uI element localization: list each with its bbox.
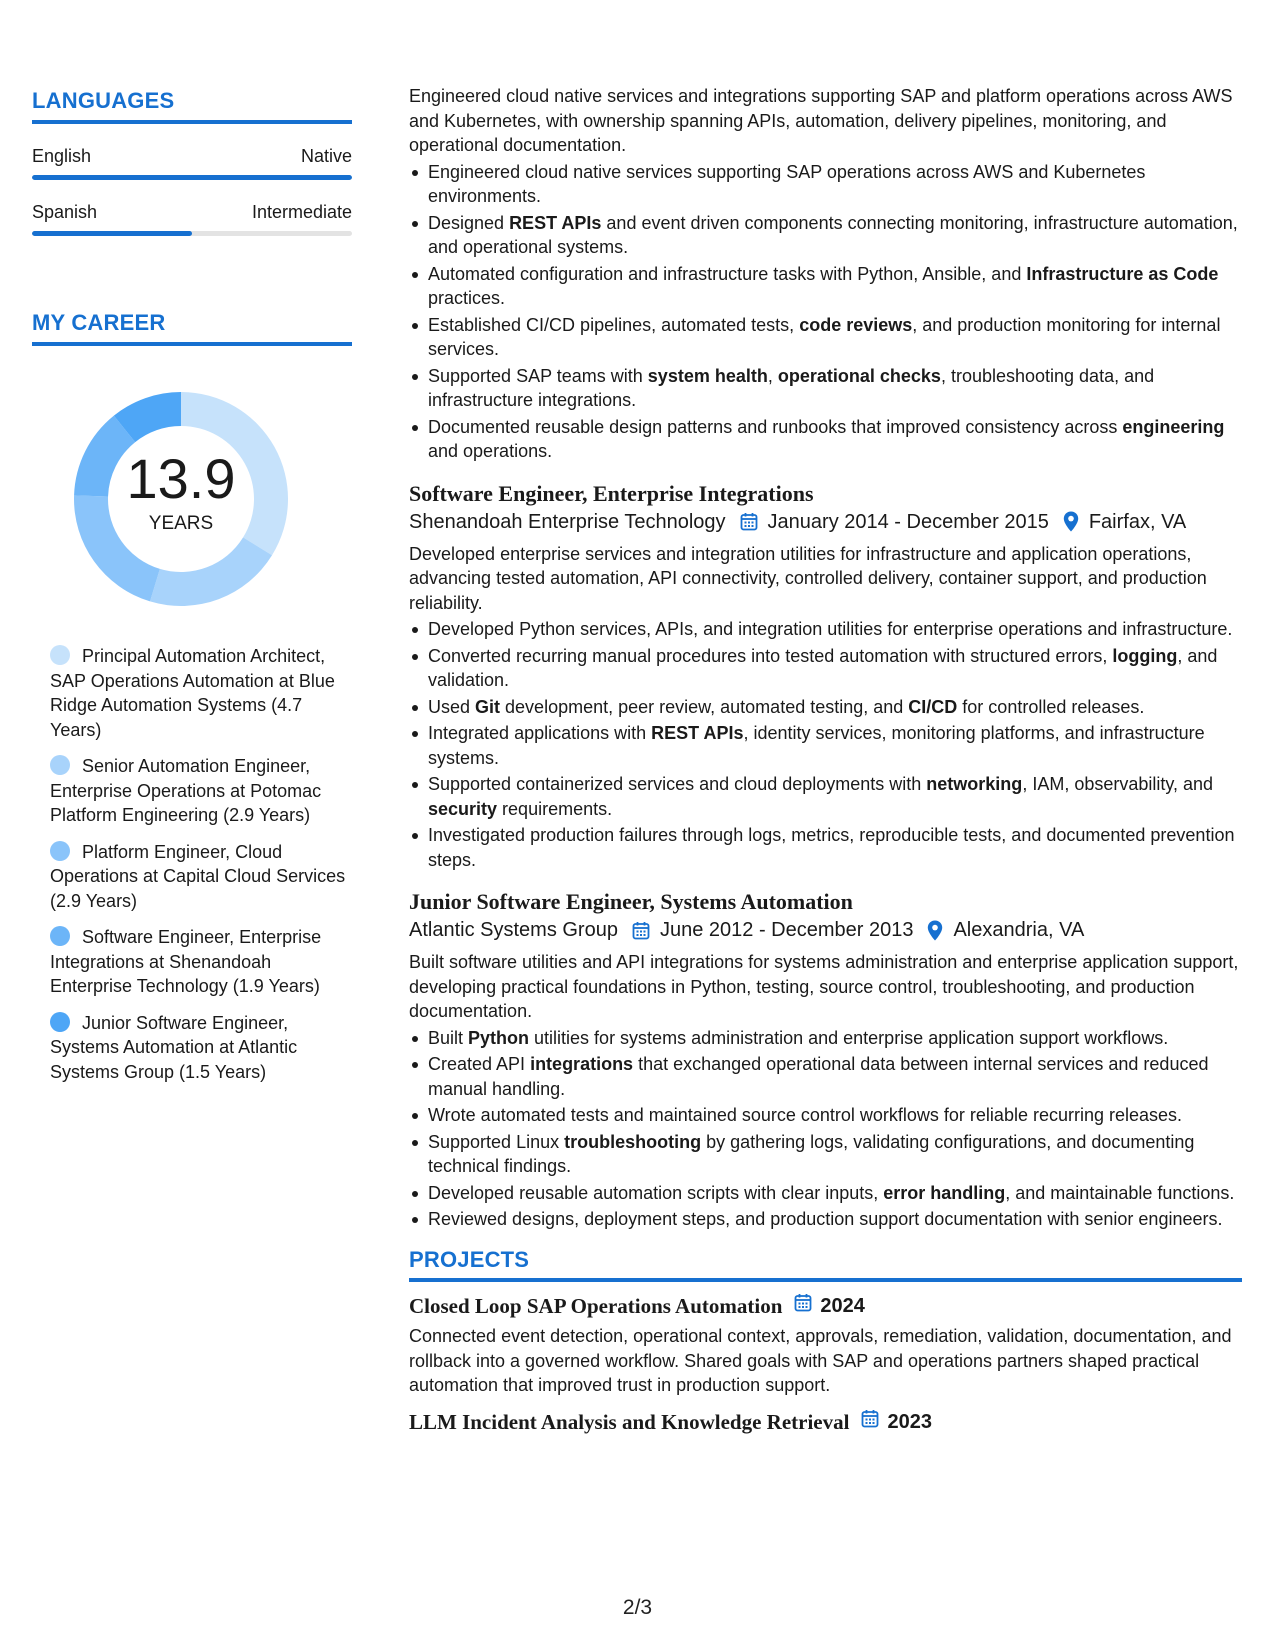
job-location: Fairfax, VA — [1088, 510, 1187, 533]
bullet-keyword: code reviews — [799, 314, 913, 335]
donut-center — [66, 384, 296, 614]
calendar-icon — [861, 1408, 879, 1436]
bullet-text: Developed reusable automation scripts with clear inputs, — [428, 1182, 884, 1203]
bullet-text: Established CI/CD pipelines, automated tests, — [428, 314, 800, 335]
job-list — [409, 480, 1242, 1232]
job-company: Shenandoah Enterprise Technology — [409, 510, 726, 533]
language-name: English — [32, 146, 92, 166]
bullet-text: Integrated applications with — [428, 723, 652, 743]
bullet-item — [409, 211, 1242, 260]
career-legend — [32, 644, 352, 1084]
project-entry — [409, 1408, 1242, 1436]
page-number: 2/3 — [622, 1596, 653, 1619]
job-company: Atlantic Systems Group — [409, 919, 618, 941]
language-item — [32, 202, 352, 236]
bullet-keyword: Git — [475, 696, 501, 717]
job-bullet-list — [409, 1026, 1242, 1232]
bullet-item — [409, 364, 1242, 413]
bullet-text: , — [767, 365, 778, 386]
language-list — [32, 146, 352, 236]
languages-heading: LANGUAGES — [32, 88, 352, 124]
career-role-label: Software Engineer, Enterprise Integrations at Shenandoah Enterprise Technology (1.9 Years) — [50, 927, 322, 996]
job-title: Software Engineer, Enterprise Integrations — [409, 480, 814, 506]
bullet-text: Supported containerized services and cloud deployments with — [428, 774, 927, 794]
total-years-unit: YEARS — [148, 513, 214, 534]
bullet-text: practices. — [428, 288, 506, 308]
bullet-item — [409, 772, 1242, 821]
bullet-item — [409, 617, 1242, 642]
bullet-keyword: engineering — [1122, 416, 1225, 437]
language-item — [32, 146, 352, 180]
bullet-item — [409, 1181, 1242, 1206]
bullet-text: Used — [428, 696, 476, 717]
bullet-text: Built — [428, 1027, 469, 1048]
calendar-icon — [794, 1292, 812, 1320]
legend-color-dot — [50, 841, 70, 861]
bullet-item — [409, 313, 1242, 362]
map-pin-icon — [927, 920, 943, 941]
bullet-item — [409, 1103, 1242, 1128]
career-legend-item — [50, 1011, 352, 1085]
career-legend-item — [50, 754, 352, 828]
language-bar — [32, 231, 352, 236]
sidebar — [32, 88, 352, 1096]
career-legend-item — [50, 840, 352, 914]
bullet-item — [409, 823, 1242, 872]
bullet-keyword: Infrastructure as Code — [1026, 263, 1219, 284]
legend-color-dot — [50, 645, 70, 665]
bullet-item — [409, 644, 1242, 693]
bullet-keyword: CI/CD — [908, 696, 958, 717]
career-role-label: Platform Engineer, Cloud Operations at Capital Cloud Services (2.9 Years) — [50, 841, 346, 911]
bullet-text: Supported SAP teams with — [428, 365, 648, 386]
calendar-icon — [632, 921, 650, 940]
bullet-item — [409, 721, 1242, 770]
career-legend-item — [50, 925, 352, 999]
bullet-text: Automated configuration and infrastructure tasks with Python, Ansible, and — [428, 263, 1027, 284]
career-role-label: Senior Automation Engineer, Enterprise Operations at Potomac Platform Engineering (2.9 Years) — [50, 756, 322, 825]
bullet-text: for controlled releases. — [957, 696, 1145, 717]
language-level: Intermediate — [251, 202, 352, 222]
intro-bullet-list — [409, 160, 1242, 464]
project-title: Closed Loop SAP Operations Automation — [409, 1294, 783, 1318]
bullet-text: Created API — [428, 1054, 531, 1074]
bullet-text: that exchanged operational data between internal services and reduced manual handling. — [428, 1054, 1209, 1099]
job-entry — [409, 888, 1242, 1232]
career-legend-item — [50, 644, 352, 742]
bullet-keyword: integrations — [530, 1054, 634, 1074]
bullet-text: by gathering logs, validating configurations, and documenting technical findings. — [428, 1131, 1195, 1176]
language-row — [32, 146, 352, 167]
project-list — [409, 1292, 1242, 1436]
bullet-text: development, peer review, automated testing, and — [500, 696, 909, 717]
bullet-keyword: networking — [926, 774, 1023, 794]
map-pin-icon — [1063, 511, 1079, 532]
career-section — [32, 310, 352, 1084]
bullet-item — [409, 1026, 1242, 1051]
bullet-item — [409, 695, 1242, 720]
bullet-text: Documented reusable design patterns and runbooks that improved consistency across — [428, 416, 1123, 437]
main-content — [409, 84, 1242, 1436]
bullet-text: utilities for systems administration and enterprise application support workflows. — [529, 1027, 1169, 1048]
bullet-text: and event driven components connecting monitoring, infrastructure automation, and operational systems. — [428, 212, 1238, 257]
bullet-keyword: REST APIs — [651, 723, 744, 743]
job-dates: January 2014 - December 2015 — [767, 510, 1049, 533]
calendar-icon — [740, 512, 758, 531]
project-entry — [409, 1292, 1242, 1398]
bullet-keyword: REST APIs — [509, 212, 602, 233]
bullet-keyword: security — [428, 798, 498, 819]
project-year: 2023 — [887, 1410, 932, 1433]
job-title: Junior Software Engineer, Systems Automation — [409, 889, 853, 914]
language-bar — [32, 175, 352, 180]
bullet-item — [409, 160, 1242, 209]
bullet-text: Developed Python services, APIs, and integration utilities for enterprise operations and infrastructure. — [428, 619, 1233, 639]
bullet-item — [409, 1130, 1242, 1179]
bullet-text: Designed — [428, 212, 510, 233]
job-dates: June 2012 - December 2013 — [659, 919, 914, 941]
language-level: Native — [300, 146, 352, 166]
bullet-text: , and validation. — [428, 645, 1218, 690]
job-summary: Developed enterprise services and integration utilities for infrastructure and application operations, advancing tested automation, API connectivity, controlled delivery, container support, and production reliability. — [409, 543, 1207, 613]
legend-color-dot — [50, 755, 70, 775]
job-summary: Built software utilities and API integrations for systems administration and enterprise application support, developing practical foundations in Python, testing, source control, troubleshooting, and production documentation. — [409, 952, 1239, 1021]
bullet-text: Reviewed designs, deployment steps, and production support documentation with senior engineers. — [428, 1209, 1223, 1229]
bullet-text: , troubleshooting data, and infrastructure integrations. — [428, 365, 1155, 410]
intro-summary: Engineered cloud native services and integrations supporting SAP and platform operations across AWS and Kubernetes, with ownership spanning APIs, automation, delivery pipelines, monitoring, and operational documentation. — [409, 86, 1233, 155]
bullet-text: Supported Linux — [428, 1131, 565, 1152]
bullet-keyword: operational checks — [777, 365, 941, 386]
career-donut-chart — [66, 384, 296, 614]
bullet-keyword: troubleshooting — [564, 1131, 702, 1152]
legend-color-dot — [50, 1012, 70, 1032]
language-row — [32, 202, 352, 223]
job-location: Alexandria, VA — [953, 919, 1085, 941]
job-meta — [409, 508, 1242, 536]
bullet-text: , and production monitoring for internal services. — [428, 314, 1221, 359]
project-description: Connected event detection, operational context, approvals, remediation, validation, documentation, and rollback into a governed workflow. Shared goals with SAP and operations partners shaped practical automation that improved trust in production support. — [409, 1326, 1232, 1395]
bullet-text: , identity services, monitoring platforms, and infrastructure systems. — [428, 723, 1205, 768]
bullet-text: requirements. — [497, 798, 613, 819]
bullet-item — [409, 262, 1242, 311]
bullet-text: Engineered cloud native services supporting SAP operations across AWS and Kubernetes environments. — [428, 161, 1146, 206]
project-title: LLM Incident Analysis and Knowledge Retrieval — [409, 1409, 850, 1434]
career-role-label: Principal Automation Architect, SAP Operations Automation at Blue Ridge Automation Systems (4.7 Years) — [50, 646, 335, 740]
bullet-item — [409, 415, 1242, 464]
bullet-keyword: logging — [1112, 645, 1178, 666]
bullet-text: Investigated production failures through logs, metrics, reproducible tests, and documented prevention steps. — [428, 825, 1235, 870]
job-entry — [409, 480, 1242, 873]
legend-color-dot — [50, 926, 70, 946]
bullet-item — [409, 1207, 1242, 1232]
bullet-item — [409, 1052, 1242, 1101]
bullet-text: and operations. — [428, 441, 553, 461]
total-years: 13.9 — [126, 447, 236, 510]
job-bullet-list — [409, 617, 1242, 872]
bullet-keyword: system health — [647, 365, 768, 386]
language-bar-fill — [32, 175, 352, 180]
job-meta — [409, 916, 1242, 944]
project-header — [409, 1292, 1242, 1320]
languages-section — [32, 88, 352, 236]
bullet-text: , and maintainable functions. — [1005, 1182, 1235, 1203]
bullet-text: Converted recurring manual procedures into tested automation with structured errors, — [428, 645, 1113, 666]
project-header — [409, 1408, 1242, 1436]
project-year: 2024 — [820, 1295, 865, 1317]
language-bar-fill — [32, 231, 192, 236]
language-name: Spanish — [32, 202, 98, 222]
bullet-text: Wrote automated tests and maintained source control workflows for reliable recurring releases. — [428, 1105, 1183, 1125]
projects-heading: PROJECTS — [409, 1248, 1242, 1283]
bullet-keyword: error handling — [883, 1182, 1006, 1203]
career-heading: MY CAREER — [32, 310, 352, 346]
bullet-keyword: Python — [468, 1027, 530, 1048]
bullet-text: , IAM, observability, and — [1022, 774, 1214, 794]
career-role-label: Junior Software Engineer, Systems Automation at Atlantic Systems Group (1.5 Years) — [50, 1012, 298, 1082]
